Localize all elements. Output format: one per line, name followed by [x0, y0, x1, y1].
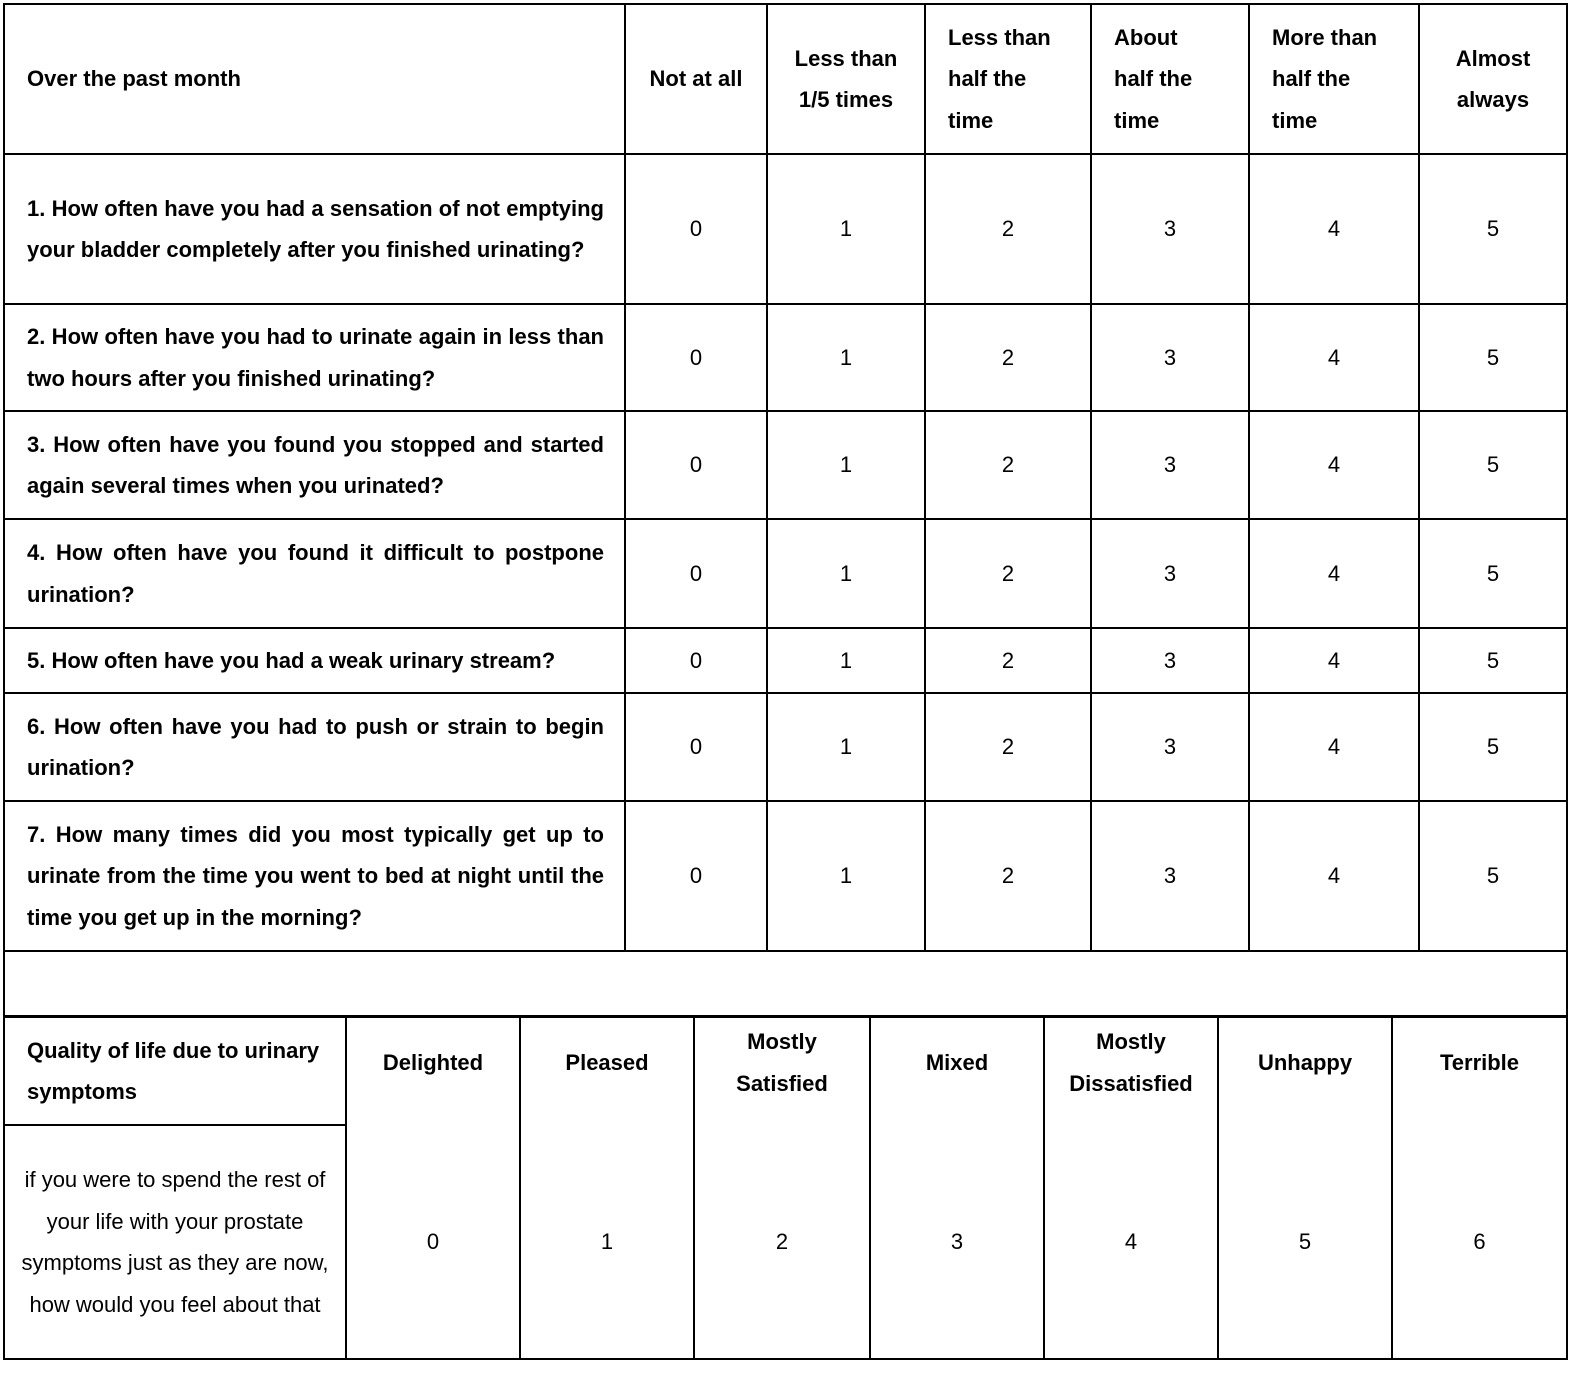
score-cell: 1 [767, 519, 925, 628]
qol-option: Mostly Dissatisfied [1044, 1017, 1218, 1125]
qol-option: Mostly Satisfied [694, 1017, 870, 1125]
qol-score: 2 [694, 1125, 870, 1359]
qol-heading: Quality of life due to urinary symptoms [4, 1017, 346, 1125]
score-cell: 2 [925, 411, 1091, 519]
column-header: Not at all [625, 4, 767, 154]
header-row [4, 4, 1567, 154]
score-cell: 0 [625, 154, 767, 304]
score-cell: 5 [1419, 693, 1567, 801]
score-cell: 3 [1091, 411, 1249, 519]
question-text: 3. How often have you found you stopped and started again several times when you urinated? [4, 411, 625, 519]
score-cell: 1 [767, 628, 925, 693]
spacer-row [4, 951, 1567, 1016]
question-text: 2. How often have you had to urinate again in less than two hours after you finished urinating? [4, 304, 625, 411]
score-cell: 4 [1249, 628, 1419, 693]
qol-option: Unhappy [1218, 1017, 1392, 1125]
score-cell: 1 [767, 801, 925, 951]
score-cell: 2 [925, 304, 1091, 411]
score-cell: 3 [1091, 519, 1249, 628]
question-row [4, 628, 1567, 693]
question-row [4, 411, 1567, 519]
qol-score: 1 [520, 1125, 694, 1359]
qol-score: 6 [1392, 1125, 1567, 1359]
score-cell: 4 [1249, 801, 1419, 951]
score-cell: 3 [1091, 154, 1249, 304]
score-cell: 3 [1091, 693, 1249, 801]
qol-score: 0 [346, 1125, 520, 1359]
score-cell: 2 [925, 693, 1091, 801]
qol-scores-row [4, 1125, 1567, 1359]
score-cell: 4 [1249, 304, 1419, 411]
score-cell: 0 [625, 801, 767, 951]
question-text: 5. How often have you had a weak urinary stream? [4, 628, 625, 693]
question-text: 6. How often have you had to push or strain to begin urination? [4, 693, 625, 801]
score-cell: 2 [925, 628, 1091, 693]
score-cell: 5 [1419, 801, 1567, 951]
ipss-questionnaire [3, 3, 1566, 1360]
score-cell: 1 [767, 693, 925, 801]
qol-option: Pleased [520, 1017, 694, 1125]
question-row [4, 693, 1567, 801]
qol-option: Terrible [1392, 1017, 1567, 1125]
qol-options-row [4, 1017, 1567, 1125]
qol-description: if you were to spend the rest of your life with your prostate symptoms just as they are now, how would you feel about that [4, 1125, 346, 1359]
score-cell: 2 [925, 154, 1091, 304]
question-row [4, 801, 1567, 951]
column-header: Less than half the time [925, 4, 1091, 154]
score-cell: 5 [1419, 628, 1567, 693]
score-cell: 4 [1249, 519, 1419, 628]
question-row [4, 519, 1567, 628]
score-cell: 0 [625, 519, 767, 628]
score-cell: 4 [1249, 154, 1419, 304]
score-cell: 5 [1419, 411, 1567, 519]
score-cell: 1 [767, 304, 925, 411]
score-cell: 3 [1091, 628, 1249, 693]
qol-score: 4 [1044, 1125, 1218, 1359]
question-row [4, 304, 1567, 411]
score-cell: 5 [1419, 304, 1567, 411]
score-cell: 0 [625, 693, 767, 801]
qol-score: 5 [1218, 1125, 1392, 1359]
score-cell: 3 [1091, 304, 1249, 411]
score-cell: 2 [925, 801, 1091, 951]
header-label: Over the past month [4, 4, 625, 154]
column-header: Almost always [1419, 4, 1567, 154]
score-cell: 1 [767, 411, 925, 519]
symptom-score-table [3, 3, 1568, 1017]
score-cell: 0 [625, 628, 767, 693]
column-header: More than half the time [1249, 4, 1419, 154]
score-cell: 1 [767, 154, 925, 304]
score-cell: 3 [1091, 801, 1249, 951]
question-row [4, 154, 1567, 304]
column-header: Less than 1/5 times [767, 4, 925, 154]
score-cell: 2 [925, 519, 1091, 628]
score-cell: 5 [1419, 154, 1567, 304]
score-cell: 0 [625, 411, 767, 519]
score-cell: 0 [625, 304, 767, 411]
question-text: 1. How often have you had a sensation of not emptying your bladder completely after you finished urinating? [4, 154, 625, 304]
score-cell: 4 [1249, 693, 1419, 801]
score-cell: 5 [1419, 519, 1567, 628]
question-text: 4. How often have you found it difficult to postpone urination? [4, 519, 625, 628]
quality-of-life-table [3, 1016, 1568, 1360]
qol-option: Delighted [346, 1017, 520, 1125]
score-cell: 4 [1249, 411, 1419, 519]
question-text: 7. How many times did you most typically get up to urinate from the time you went to bed at night until the time you get up in the morning? [4, 801, 625, 951]
qol-score: 3 [870, 1125, 1044, 1359]
column-header: About half the time [1091, 4, 1249, 154]
qol-option: Mixed [870, 1017, 1044, 1125]
